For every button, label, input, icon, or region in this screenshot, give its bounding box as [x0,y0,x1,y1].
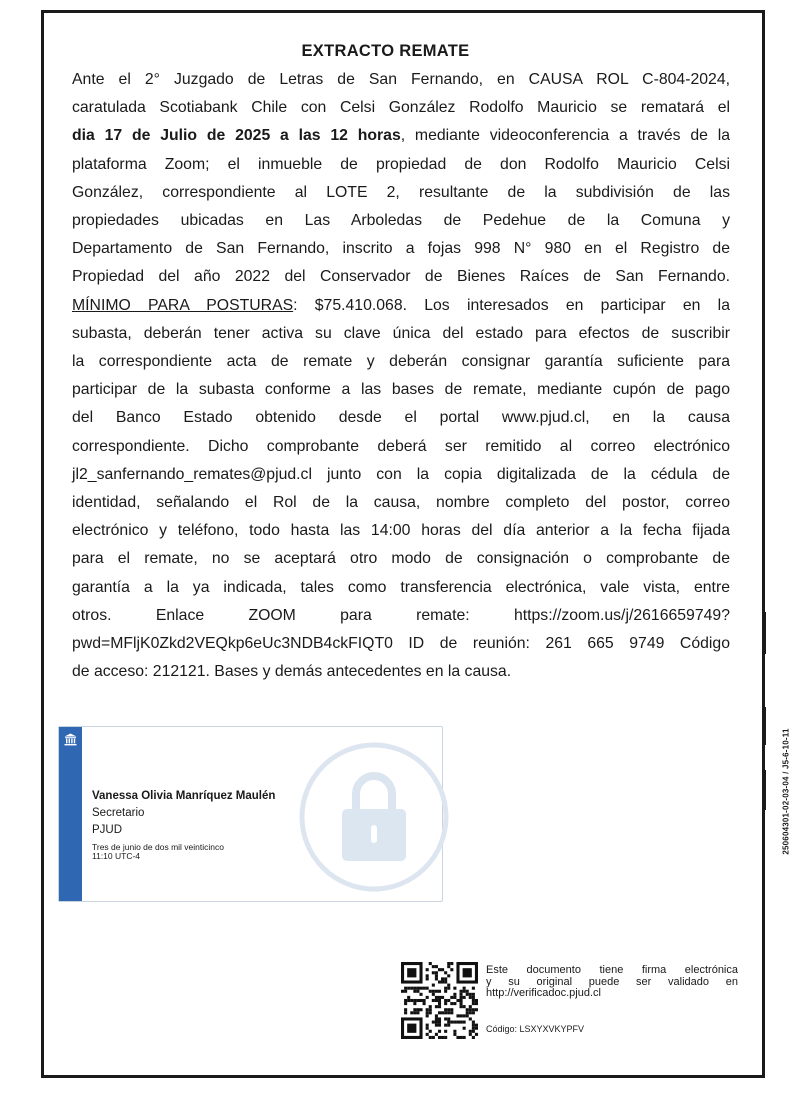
body-line: del Banco Estado obtenido desde el portal www.pjud.cl, en la causa [72,409,730,427]
body-line: de acceso: 212121. Bases y demás antecedentes en la causa. [72,663,512,681]
body-line: propiedades ubicadas en Las Arboledas de Pedehue de la Comuna y [72,212,730,230]
body-line: la correspondiente acta de remate y deberán consignar garantía suficiente para [72,353,730,371]
signature-card [58,726,443,902]
body-line: electrónico y teléfono, todo hasta las 14:00 horas del día anterior a la fecha fijada [72,522,730,540]
body-line: Departamento de San Fernando, inscrito a fojas 998 N° 980 en el Registro de [72,240,730,258]
body-line: garantía a la ya indicada, tales como transferencia electrónica, vale vista, entre [72,578,730,596]
document-title: EXTRACTO REMATE [301,42,470,60]
margin-mark [762,707,766,745]
qr-code [401,962,478,1039]
minimum-bid-label: MÍNIMO PARA POSTURAS [72,296,294,314]
margin-mark [762,770,766,810]
verification-line: Este documento tiene firma electrónica [486,964,738,976]
body-line: Ante el 2° Juzgado de Letras de San Fernando, en CAUSA ROL C-804-2024, [72,71,730,88]
verification-code: Código: LSXYXVKYPFV [486,1024,585,1034]
document-body [72,66,730,686]
body-line: plataforma Zoom; el inmueble de propiedad de don Rodolfo Mauricio Celsi [72,155,730,173]
signer-name: Vanessa Olivia Manríquez Maulén [92,790,276,802]
lock-watermark-icon [296,739,452,895]
signer-role: Secretario [92,807,145,819]
signer-org: PJUD [92,824,123,836]
verification-url: http://verificadoc.pjud.cl [486,987,601,999]
body-line: otros. Enlace ZOOM para remate: https://zoom.us/j/2616659749? [72,606,730,624]
body-line: Propiedad del año 2022 del Conservador de Bienes Raíces de San Fernando. [72,268,730,286]
body-line: subasta, deberán tener activa su clave única del estado para efectos de suscribir [72,324,730,342]
body-line: dia 17 de Julio de 2025 a las 12 horas, mediante videoconferencia a través de la [72,127,730,145]
body-line: correspondiente. Dicho comprobante deberá ser remitido al correo electrónico [72,437,730,455]
bank-icon [64,733,77,746]
signature-accent-bar [59,727,82,901]
verification-line: y su original puede ser validado en [486,975,738,988]
margin-mark [762,612,766,654]
body-line: González, correspondiente al LOTE 2, resultante de la subdivisión de las [72,183,730,201]
body-line: caratulada Scotiabank Chile con Celsi González Rodolfo Mauricio se rematará el [72,99,730,117]
signature-date: Tres de junio de dos mil veinticinco 11:10 UTC-4 [92,842,224,861]
body-line: identidad, señalando el Rol de la causa, nombre completo del postor, correo [72,494,730,512]
side-code: 250604301-02-03-04 / J5-6-10-11 [781,728,791,855]
body-line: jl2_sanfernando_remates@pjud.cl junto con la copia digitalizada de la cédula de [72,465,730,483]
verification-text [486,965,738,1000]
body-line: para el remate, no se aceptará otro modo de consignación o comprobante de [72,550,730,568]
auction-date: dia 17 de Julio de 2025 a las 12 horas [72,127,401,145]
body-line: pwd=MFljK0Zkd2VEQkp6eUc3NDB4ckFIQT0 ID de reunión: 261 665 9749 Código [72,635,730,653]
body-line: participar de la subasta conforme a las bases de remate, mediante cupón de pago [72,381,730,399]
body-line: MÍNIMO PARA POSTURAS: $75.410.068. Los interesados en participar en la [72,296,730,314]
